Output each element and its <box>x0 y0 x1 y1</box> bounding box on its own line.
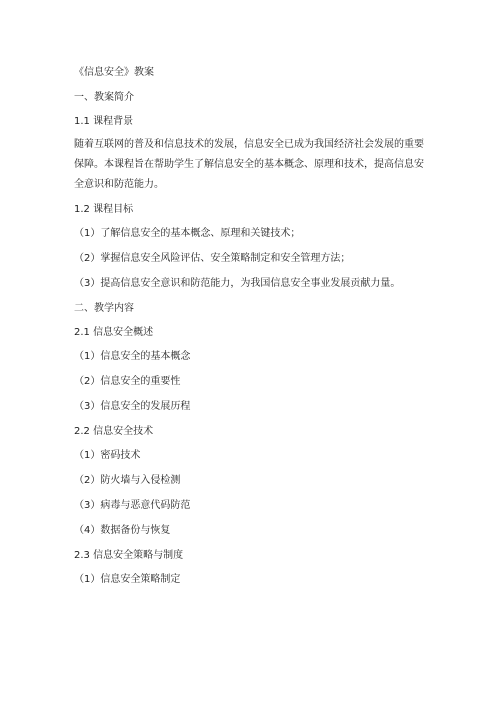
subsection-heading-technology: 2.2 信息安全技术 <box>74 426 154 437</box>
goal-item: （3）提高信息安全意识和防范能力，为我国信息安全事业发展贡献力量。 <box>74 278 401 289</box>
background-paragraph: 随着互联网的普及和信息技术的发展，信息安全已成为我国经济社会发展的重要保障。本课程旨在帮助学生了解信息安全的基本概念、原理和技术，提高信息安全意识和防范能力。 <box>74 139 424 190</box>
subsection-heading-goals: 1.2 课程目标 <box>74 204 134 215</box>
subsection-heading-background: 1.1 课程背景 <box>74 116 134 127</box>
document-title: 《信息安全》教案 <box>74 67 154 78</box>
overview-item: （1）信息安全的基本概念 <box>74 351 191 362</box>
technology-item: （2）防火墙与入侵检测 <box>74 475 181 486</box>
technology-item: （3）病毒与恶意代码防范 <box>74 500 191 511</box>
subsection-heading-overview: 2.1 信息安全概述 <box>74 327 154 338</box>
section-heading-content: 二、教学内容 <box>74 303 134 314</box>
section-heading-intro: 一、教案简介 <box>74 92 134 103</box>
technology-item: （4）数据备份与恢复 <box>74 525 171 536</box>
policy-item: （1）信息安全策略制定 <box>74 574 181 585</box>
goal-item: （2）掌握信息安全风险评估、安全策略制定和安全管理方法； <box>74 253 351 264</box>
technology-item: （1）密码技术 <box>74 450 141 461</box>
goal-item: （1）了解信息安全的基本概念、原理和关键技术； <box>74 228 301 239</box>
overview-item: （2）信息安全的重要性 <box>74 376 181 387</box>
overview-item: （3）信息安全的发展历程 <box>74 401 191 412</box>
document-content <box>74 66 426 598</box>
subsection-heading-policy: 2.3 信息安全策略与制度 <box>74 550 184 561</box>
